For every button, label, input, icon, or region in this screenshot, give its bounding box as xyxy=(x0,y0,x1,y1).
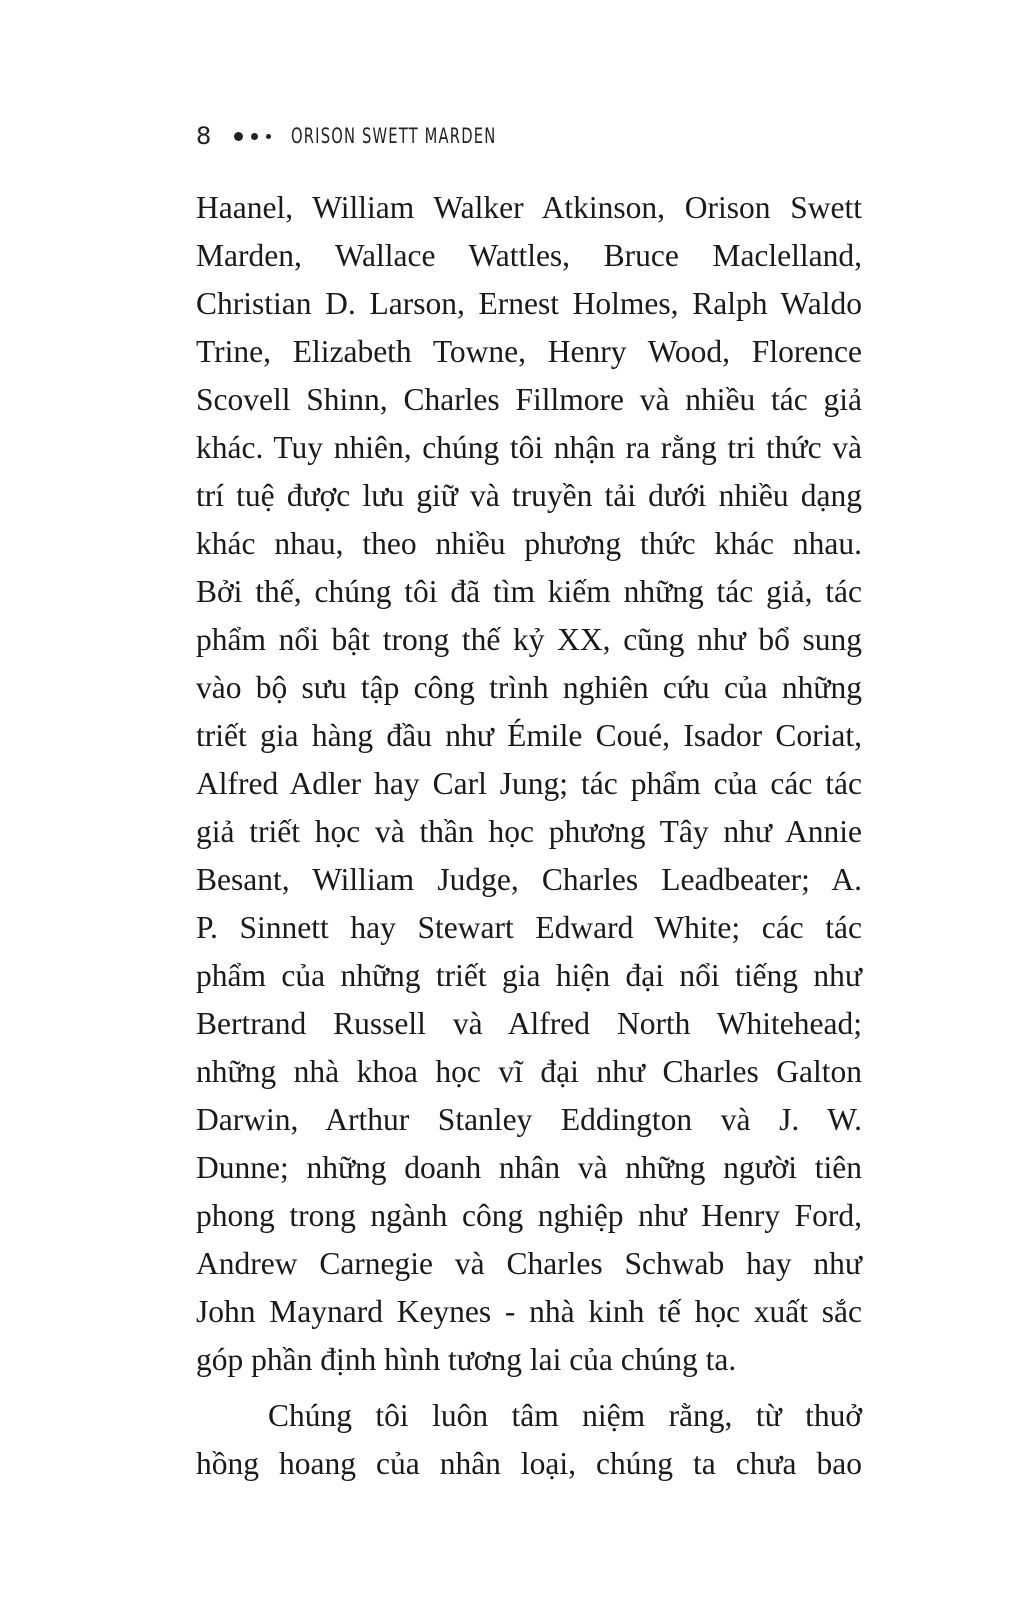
ornament-dot xyxy=(266,134,271,139)
text-line: Andrew Carnegie và Charles Schwab hay như xyxy=(196,1246,862,1281)
text-line: trí tuệ được lưu giữ và truyền tải dưới nhiều dạng xyxy=(196,478,862,513)
paragraph-2 xyxy=(196,1392,862,1488)
running-header xyxy=(196,116,555,156)
text-line: Darwin, Arthur Stanley Eddington và J. W. xyxy=(196,1102,862,1137)
text-line: Scovell Shinn, Charles Fillmore và nhiều tác giả xyxy=(196,382,862,417)
text-line: Chúng tôi luôn tâm niệm rằng, từ thuở xyxy=(268,1398,862,1433)
text-line: triết gia hàng đầu như Émile Coué, Isador Coriat, xyxy=(196,718,862,753)
page-number: 8 xyxy=(196,122,213,150)
running-title: ORISON SWETT MARDEN xyxy=(291,124,497,148)
text-line: góp phần định hình tương lai của chúng ta. xyxy=(196,1342,737,1377)
paragraph-gap xyxy=(196,1384,862,1392)
text-line: Bertrand Russell và Alfred North Whitehead; xyxy=(196,1006,862,1041)
header-ornament-dots xyxy=(234,132,271,141)
text-line: Besant, William Judge, Charles Leadbeater; A. xyxy=(196,862,862,897)
text-line: Christian D. Larson, Ernest Holmes, Ralph Waldo xyxy=(196,286,862,321)
text-line: khác nhau, theo nhiều phương thức khác nhau. xyxy=(196,526,862,561)
text-line: vào bộ sưu tập công trình nghiên cứu của những xyxy=(196,670,862,705)
text-line: phẩm của những triết gia hiện đại nổi tiếng như xyxy=(196,958,862,993)
text-line: Alfred Adler hay Carl Jung; tác phẩm của các tác xyxy=(196,766,862,801)
text-line: P. Sinnett hay Stewart Edward White; các tác xyxy=(196,910,862,945)
ornament-dot xyxy=(251,133,258,140)
text-line: hồng hoang của nhân loại, chúng ta chưa bao xyxy=(196,1446,862,1481)
text-line: John Maynard Keynes - nhà kinh tế học xuất sắc xyxy=(196,1294,862,1329)
body-text xyxy=(196,184,862,1488)
ornament-dot xyxy=(234,132,243,141)
text-line: phong trong ngành công nghiệp như Henry Ford, xyxy=(196,1198,862,1233)
text-line: những nhà khoa học vĩ đại như Charles Galton xyxy=(196,1054,862,1089)
text-line: Dunne; những doanh nhân và những người tiên xyxy=(196,1150,862,1185)
paragraph-1 xyxy=(196,184,862,1384)
text-line: khác. Tuy nhiên, chúng tôi nhận ra rằng tri thức và xyxy=(196,430,862,465)
text-line: Haanel, William Walker Atkinson, Orison Swett xyxy=(196,190,862,225)
text-line: phẩm nổi bật trong thế kỷ XX, cũng như bổ sung xyxy=(196,622,862,657)
text-line: Marden, Wallace Wattles, Bruce Maclelland, xyxy=(196,238,862,273)
text-line: Trine, Elizabeth Towne, Henry Wood, Florence xyxy=(196,334,862,369)
text-line: giả triết học và thần học phương Tây như Annie xyxy=(196,814,862,849)
text-line: Bởi thế, chúng tôi đã tìm kiếm những tác giả, tác xyxy=(196,574,862,609)
